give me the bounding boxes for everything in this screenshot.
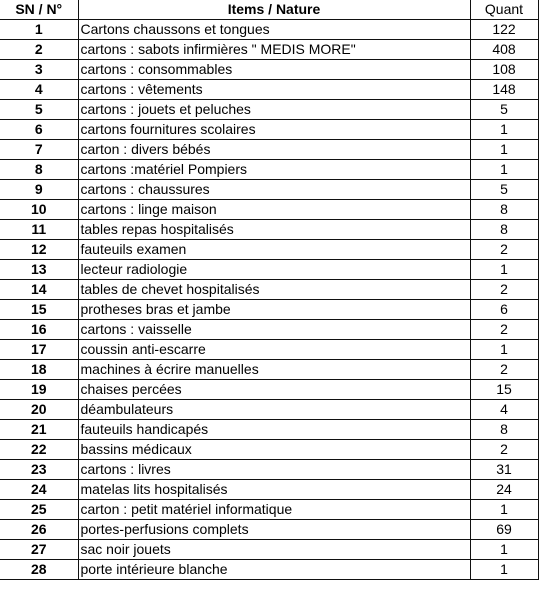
table-row (0, 440, 538, 460)
item-name: tables de chevet hospitalisés (78, 280, 470, 300)
table-row (0, 460, 538, 480)
row-number: 19 (0, 380, 78, 400)
table-row (0, 540, 538, 560)
item-name: déambulateurs (78, 400, 470, 420)
item-name: bassins médicaux (78, 440, 470, 460)
table-row (0, 280, 538, 300)
item-name: cartons : vêtements (78, 80, 470, 100)
row-number: 23 (0, 460, 78, 480)
item-name: carton : divers bébés (78, 140, 470, 160)
item-name: matelas lits hospitalisés (78, 480, 470, 500)
table-row (0, 240, 538, 260)
item-quantity: 1 (470, 560, 538, 580)
item-quantity: 2 (470, 280, 538, 300)
item-quantity: 108 (470, 60, 538, 80)
row-number: 14 (0, 280, 78, 300)
row-number: 13 (0, 260, 78, 280)
table-row (0, 160, 538, 180)
column-header-quantity: Quant (470, 0, 538, 20)
item-name: protheses bras et jambe (78, 300, 470, 320)
row-number: 15 (0, 300, 78, 320)
row-number: 7 (0, 140, 78, 160)
row-number: 8 (0, 160, 78, 180)
table-row (0, 140, 538, 160)
table-row (0, 200, 538, 220)
table-row (0, 520, 538, 540)
row-number: 3 (0, 60, 78, 80)
column-header-item: Items / Nature (78, 0, 470, 20)
item-quantity: 408 (470, 40, 538, 60)
table-row (0, 320, 538, 340)
item-name: porte intérieure blanche (78, 560, 470, 580)
row-number: 27 (0, 540, 78, 560)
row-number: 5 (0, 100, 78, 120)
item-name: cartons : livres (78, 460, 470, 480)
item-name: Cartons chaussons et tongues (78, 20, 470, 40)
table-row (0, 380, 538, 400)
row-number: 18 (0, 360, 78, 380)
item-quantity: 15 (470, 380, 538, 400)
row-number: 21 (0, 420, 78, 440)
table-row (0, 340, 538, 360)
row-number: 12 (0, 240, 78, 260)
row-number: 22 (0, 440, 78, 460)
item-name: lecteur radiologie (78, 260, 470, 280)
column-header-sn: SN / N° (0, 0, 78, 20)
table-row (0, 560, 538, 580)
item-quantity: 1 (470, 260, 538, 280)
inventory-body (0, 20, 538, 580)
table-row (0, 120, 538, 140)
item-quantity: 69 (470, 520, 538, 540)
item-quantity: 1 (470, 120, 538, 140)
row-number: 6 (0, 120, 78, 140)
table-row (0, 400, 538, 420)
item-quantity: 4 (470, 400, 538, 420)
item-quantity: 122 (470, 20, 538, 40)
header-row (0, 0, 538, 20)
table-row (0, 300, 538, 320)
item-quantity: 148 (470, 80, 538, 100)
item-quantity: 1 (470, 540, 538, 560)
row-number: 26 (0, 520, 78, 540)
item-quantity: 6 (470, 300, 538, 320)
item-name: chaises percées (78, 380, 470, 400)
table-row (0, 100, 538, 120)
row-number: 16 (0, 320, 78, 340)
table-row (0, 20, 538, 40)
item-name: cartons : chaussures (78, 180, 470, 200)
item-quantity: 8 (470, 200, 538, 220)
item-name: cartons : jouets et peluches (78, 100, 470, 120)
item-quantity: 2 (470, 360, 538, 380)
item-name: carton : petit matériel informatique (78, 500, 470, 520)
item-name: fauteuils handicapés (78, 420, 470, 440)
item-quantity: 8 (470, 220, 538, 240)
item-name: fauteuils examen (78, 240, 470, 260)
row-number: 9 (0, 180, 78, 200)
table-row (0, 60, 538, 80)
item-quantity: 2 (470, 320, 538, 340)
table-row (0, 480, 538, 500)
row-number: 4 (0, 80, 78, 100)
item-quantity: 5 (470, 180, 538, 200)
item-name: cartons : consommables (78, 60, 470, 80)
item-name: cartons : linge maison (78, 200, 470, 220)
row-number: 11 (0, 220, 78, 240)
table-row (0, 180, 538, 200)
item-name: tables repas hospitalisés (78, 220, 470, 240)
item-quantity: 5 (470, 100, 538, 120)
table-row (0, 220, 538, 240)
table-row (0, 80, 538, 100)
row-number: 17 (0, 340, 78, 360)
item-quantity: 1 (470, 340, 538, 360)
table-row (0, 360, 538, 380)
item-name: cartons : sabots infirmières " MEDIS MORE" (78, 40, 470, 60)
table-row (0, 40, 538, 60)
item-quantity: 1 (470, 500, 538, 520)
item-name: machines à écrire manuelles (78, 360, 470, 380)
item-quantity: 31 (470, 460, 538, 480)
item-quantity: 2 (470, 240, 538, 260)
item-name: portes-perfusions complets (78, 520, 470, 540)
item-quantity: 2 (470, 440, 538, 460)
item-name: cartons :matériel Pompiers (78, 160, 470, 180)
row-number: 2 (0, 40, 78, 60)
row-number: 1 (0, 20, 78, 40)
table-row (0, 420, 538, 440)
row-number: 25 (0, 500, 78, 520)
item-name: cartons : vaisselle (78, 320, 470, 340)
item-name: cartons fournitures scolaires (78, 120, 470, 140)
table-row (0, 500, 538, 520)
row-number: 10 (0, 200, 78, 220)
item-quantity: 8 (470, 420, 538, 440)
table-row (0, 260, 538, 280)
row-number: 20 (0, 400, 78, 420)
item-quantity: 24 (470, 480, 538, 500)
row-number: 24 (0, 480, 78, 500)
row-number: 28 (0, 560, 78, 580)
item-name: coussin anti-escarre (78, 340, 470, 360)
item-name: sac noir jouets (78, 540, 470, 560)
item-quantity: 1 (470, 160, 538, 180)
item-quantity: 1 (470, 140, 538, 160)
